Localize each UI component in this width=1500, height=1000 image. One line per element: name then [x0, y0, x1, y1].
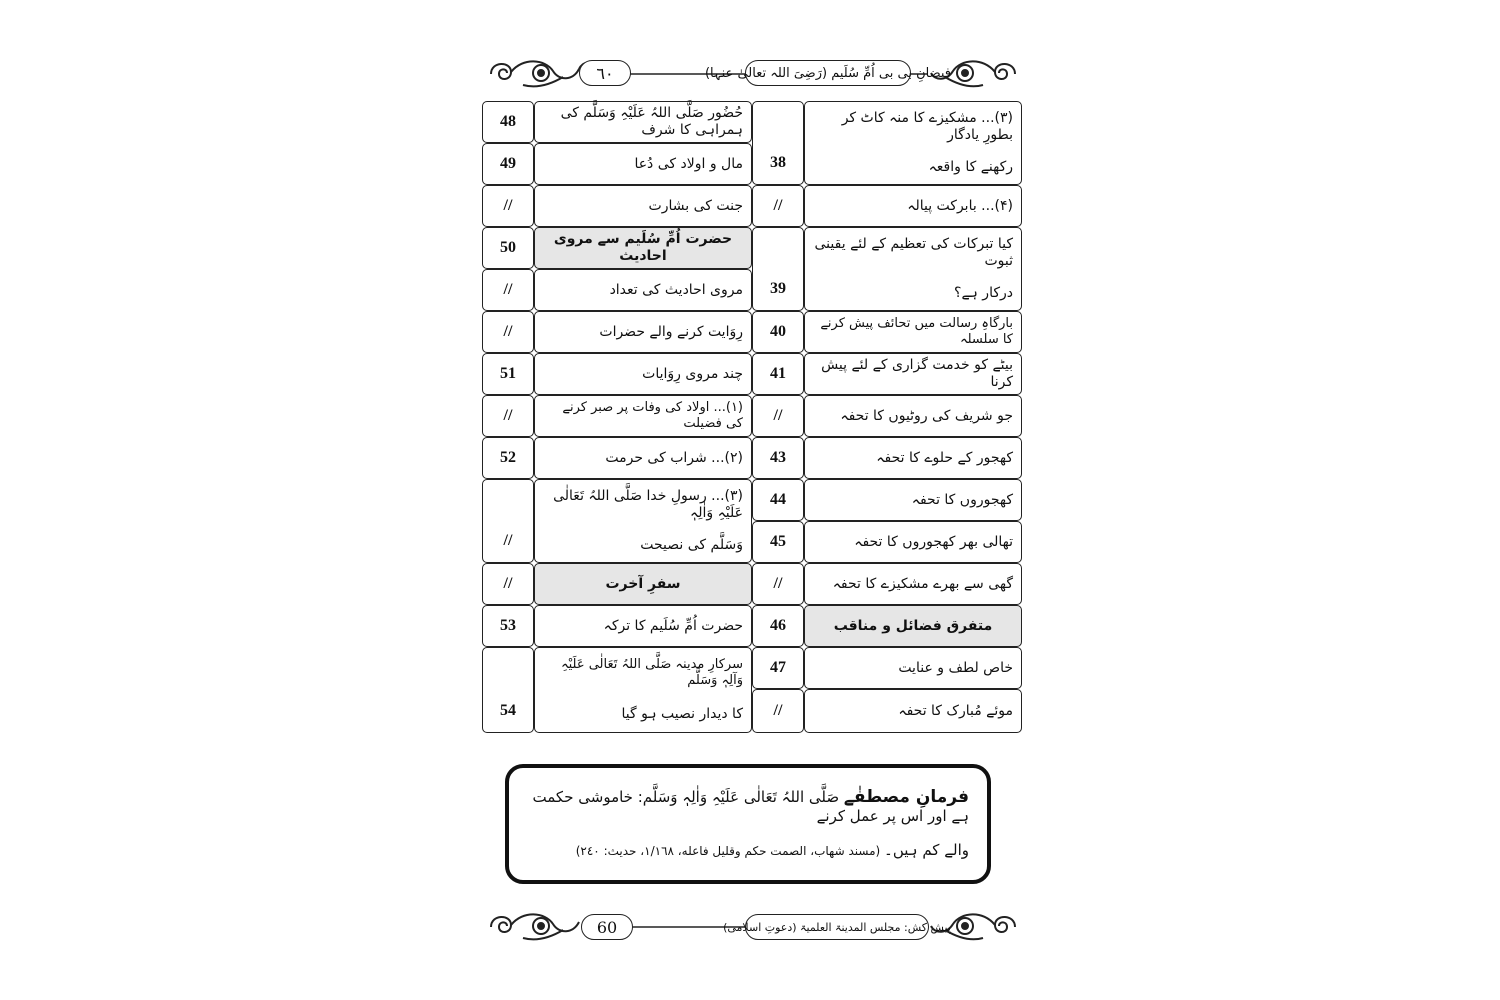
toc-entry-title: مال و اولاد کی دُعا: [634, 155, 743, 172]
toc-page-number: 40: [752, 311, 804, 353]
toc-page-number: //: [752, 689, 804, 733]
toc-entry[interactable]: [804, 437, 1022, 479]
toc-entry[interactable]: [804, 521, 1022, 563]
toc-entry-title-line2: درکار ہے؟: [954, 285, 1013, 302]
toc-entry-title: متفرق فضائل و مناقب: [833, 617, 993, 634]
toc-entry-title: سفرِ آخرت: [605, 575, 681, 592]
toc-entry[interactable]: [804, 311, 1022, 353]
toc-entry-title: گھی سے بھرے مشکیزے کا تحفہ: [832, 575, 1013, 592]
toc-entry-title-line2: رکھنے کا واقعہ: [928, 159, 1013, 176]
toc-column-left: [482, 101, 752, 733]
toc-page-number: 45: [752, 521, 804, 563]
toc-page-number: 53: [482, 605, 534, 647]
toc-entry[interactable]: [804, 689, 1022, 733]
hadith-line-2: [527, 841, 969, 859]
toc-entry[interactable]: [534, 269, 752, 311]
toc-entry[interactable]: [534, 143, 752, 185]
header-page-number: ٦٠: [579, 60, 631, 86]
toc-entry-title: سرکارِ مدینہ صَلَّی اللہُ تَعَالٰی عَلَیْہِ وَآلِہٖ وَسَلَّم: [560, 657, 743, 688]
toc-page-number: 50: [482, 227, 534, 269]
hadith-text: صَلَّی اللہُ تَعَالٰی عَلَیْہِ وَاٰلِہٖ وَسَلَّم: خاموشی حکمت ہے اور اس پر عمل کرنے: [532, 788, 969, 825]
toc-page-number: 46: [752, 605, 804, 647]
toc-entry-title: کھجور کے حلوے کا تحفہ: [876, 449, 1013, 466]
toc-page-number: 48: [482, 101, 534, 143]
toc-page-number: //: [752, 395, 804, 437]
toc-entry[interactable]: [804, 563, 1022, 605]
footer-publisher: پیش کش: مجلس المدینۃ العلمیۃ (دعوتِ اسلامی): [745, 914, 929, 940]
toc-page-number: //: [482, 563, 534, 605]
toc-column-right: [752, 101, 1022, 733]
toc-page-number: 43: [752, 437, 804, 479]
toc-page-number: 47: [752, 647, 804, 689]
toc-entry-title: (۳)... رسولِ خدا صَلَّی اللہُ تَعَالٰی عَلَیْہِ وَاٰلِہٖ: [553, 487, 743, 521]
toc-entry-title: (۱)... اولاد کی وفات پر صبر کرنے کی فضیلت: [562, 400, 743, 431]
hadith-line: [527, 786, 969, 825]
toc-entry[interactable]: [804, 101, 1022, 185]
toc-entry-title: بیٹے کو خدمت گزاری کے لئے پیش کرنا: [821, 357, 1013, 390]
toc-entry[interactable]: [804, 395, 1022, 437]
toc-entry-title: (۳)... مشکیزے کا منہ کاٹ کر بطورِ یادگار: [841, 109, 1013, 143]
toc-entry[interactable]: [534, 185, 752, 227]
toc-page-number: 52: [482, 437, 534, 479]
toc-entry-title: بارگاہِ رسالت میں تحائف پیش کرنے کا سلسلہ: [820, 316, 1013, 347]
toc-entry[interactable]: [534, 101, 752, 143]
toc-entry[interactable]: [534, 605, 752, 647]
toc-entry-title: کیا تبرکات کی تعظیم کے لئے یقینی ثبوت: [814, 235, 1013, 269]
toc-entry-title: رِوَایت کرنے والے حضرات: [599, 323, 743, 340]
toc-entry-title: تھالی بھر کھجوروں کا تحفہ: [854, 533, 1013, 550]
toc-entry-title: موئے مُبارک کا تحفہ: [898, 702, 1013, 719]
hadith-reference: (مسند شهاب، الصمت حكم وقليل فاعله، ١/١٦٨، حديث: ٢٤٠): [575, 844, 881, 858]
toc-entry[interactable]: [804, 479, 1022, 521]
toc-page-number: //: [752, 185, 804, 227]
toc-entry-title: کھجوروں کا تحفہ: [911, 491, 1013, 508]
toc-entry[interactable]: [804, 185, 1022, 227]
toc-page-number: 44: [752, 479, 804, 521]
toc-entry-title: خاص لطف و عنایت: [898, 659, 1013, 676]
toc-section-heading[interactable]: [534, 227, 752, 269]
toc-page-number: 41: [752, 353, 804, 395]
toc-page-number: //: [752, 563, 804, 605]
header-band: [483, 55, 1023, 93]
toc-entry-title: حضرت اُمِّ سُلَیم کا ترکہ: [603, 617, 743, 634]
toc-entry[interactable]: [534, 353, 752, 395]
toc-page-number: 54: [482, 647, 534, 733]
hadith-label: فرمانِ مصطفٰے: [843, 787, 969, 807]
toc-entry[interactable]: [534, 437, 752, 479]
toc-entry-title: جنت کی بشارت: [648, 197, 743, 214]
toc-page-number: //: [482, 269, 534, 311]
toc-entry-title: جو شریف کی روٹیوں کا تحفہ: [840, 407, 1013, 424]
toc-entry-title-line2: وَسَلَّم کی نصیحت: [640, 537, 743, 554]
toc-entry-title: حُضُور صَلَّی اللہُ عَلَیْہِ وَسَلَّم کی ہمراہی کا شرف: [560, 105, 743, 138]
hadith-box: [505, 764, 991, 884]
toc-entry[interactable]: [534, 647, 752, 733]
toc-entry[interactable]: [534, 311, 752, 353]
hadith-text-2: والے کم ہیں۔: [884, 841, 969, 859]
toc-entry[interactable]: [534, 479, 752, 563]
toc-page-number: 51: [482, 353, 534, 395]
toc-entry[interactable]: [804, 353, 1022, 395]
toc-section-heading[interactable]: [534, 563, 752, 605]
toc-entry-title-line2: کا دیدار نصیب ہو گیا: [621, 706, 743, 723]
footer-band: [483, 908, 1023, 946]
toc-entry-title: (۴)... بابرکت پیالہ: [907, 197, 1013, 214]
toc-entry-title: حضرت اُمِّ سُلَیم سے مروی احادیث: [553, 231, 733, 264]
toc-page-number: 39: [752, 227, 804, 311]
toc-page-number: //: [482, 395, 534, 437]
header-book-title: فیضانِ بی بی اُمِّ سُلَیم (رَضِیَ اللہ تعالیٰ عنہا): [745, 60, 911, 86]
toc-entry[interactable]: [804, 227, 1022, 311]
toc-entry-title: چند مروی رِوَایات: [642, 365, 743, 382]
table-of-contents: [482, 101, 1022, 733]
toc-page-number: 49: [482, 143, 534, 185]
toc-entry-title: مروی احادیث کی تعداد: [609, 281, 743, 298]
toc-section-heading[interactable]: [804, 605, 1022, 647]
toc-entry-title: (۲)... شراب کی حرمت: [605, 449, 743, 466]
toc-page-number: 38: [752, 101, 804, 185]
toc-page-number: //: [482, 479, 534, 563]
footer-page-number: 60: [581, 914, 633, 940]
toc-page-number: //: [482, 185, 534, 227]
toc-entry[interactable]: [534, 395, 752, 437]
toc-page-number: //: [482, 311, 534, 353]
toc-entry[interactable]: [804, 647, 1022, 689]
